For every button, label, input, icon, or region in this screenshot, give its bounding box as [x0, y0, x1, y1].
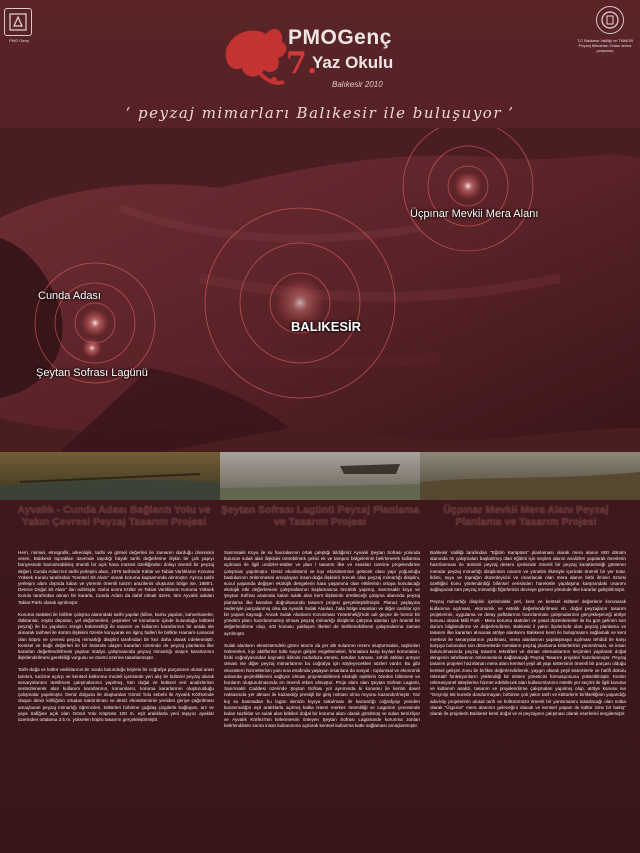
motto: ‘ peyzaj mimarları Balıkesir ile buluşuyor ’ [125, 104, 515, 122]
column-2-title: Şeytan Sofrası Lagünü Peyzaj Planlama ve Tasarım Projesi [220, 504, 420, 528]
left-logo-caption: PMO Genç [9, 38, 29, 43]
column-2-paragraph: Sulak alanların ekosistemdeki görev tanımı da yer altı sularının rezerv oluşturmaları, taşkınları önlemeleri, kıyı aktiflerine tutlu suyun girişini engellemeleri, fırtınalara karşı kıyıları korumaları, fiziki coğrafyasından kaynaklı iklimini muhafaza etmesi, tortuları tutması, zehirli atıkları arıtıyor olması ise diğer peyzaj mimarlarının bu coğrafya için söyleyecekleri sözleri vardır. Bu gibi ekosistem hizmetlerinin yanı sıra etrafında yaşayan insanlara da sosyal - toplumsal ve ekonomik anlamda geçimliliklerini sağlıyor olması projelendirilerek ekolojik eşiklerin özeden bilinmesi ve bunların oluşturulmasında en önemli etken olmuştur. Proje alanı olan Şeytan Sofrası Lagünü, Sarımsaklı Caddesi üzerinde Şeytan Sofrası yol ayrımında ki konumu ile kentin davet noktasında yer alması ile kazandığı prestijli bir giriş noktası olma mıyonu kazandırılmıştır. Yaz kış su basmadan bu lagün denizin kıyıya sokulması ile kazandığı coğrafyayı yeniden kazanmalığın eşit aralıklarla açılmış kalka istemi merkez önemliliği ve Lagünün çevresinde bulan sazlıklar ve sulak alan bitkileri doğal bir koruma alanı olarak görülmüş ve sulan temizliyor ve Ayvalık Körfezi'nin kirlenmesini önleyen Şeytan Sofrası Lagününde korunma zonları belirlendikten sonra insan kullanımına açılarak kentsel kullanma katkı sağlaması amaçlanmıştır. [224, 642, 420, 729]
column-1-paragraph: Koruma statüleri ile birlikte çalışma alanındaki tarihi yapılar (kilise, kamu yapıları, kahvehaneler, dükkanlar, zeytin depoları, yel değirmenleri, çeşmeler ve konutların içinde bulunduğu kültürel peyzaj) ile bu yapıların zengin bütünselliği ile tasarım ve kullanım kararlarının bir arada ele alınarak tarihsel ile sürüm ilişkisini özenle koruyarak en ilginç halleri ile birlikte Hamam-Lanacak olan köprü ve çevresi peyzaj mimarlığı disiplini tarafından bir kez daha olarak irdelenmiştir. Kentsel ve bağlı değerleri ile bir bütünde ulaşım kararları üzerinde de peyzaj planlama ilke kararları değerlendirilmesi yapılan stüdyo çalışmasında peyzaj mimarlığı ulaşım kararlarının ilişkilendirilmesi gerekliliği vurgusu ve önemi üzerine tasarlanmıştır. [18, 611, 214, 661]
photo-strip [0, 452, 640, 500]
column-1-text [18, 550, 214, 729]
right-logo-caption: T.C Balıkesir Valiliği ve TMMOB Peyzaj Mimarları Odası adına çalışması [576, 38, 634, 53]
label-balikesir: BALIKESİR [291, 319, 362, 334]
label-cunda: Cunda Adası [38, 290, 101, 302]
column-1-paragraph: Tarih-doğa ve kültür varlıklarının bir arada bulunduğu böylesi bir coğrafya parçasının ulusal arası tanıtım, turizme açılışı ve kentsel kalkınma modeli içerisinde yeri alış ile kültürel peyzaj olarak senaryolarının üretilmesi çalışmalarının yapılmış, tüm doğal ve kültürel veri analizlerinin sentezlenerek alan kullanım kararlarının, konumların, koruma kararlarının oluşturulduğu çalışmalar yapılmıştır. Deniz dolgusu ile oluşturulan Gönül Yolu sebebi ile Ayvalık Körfezinde oluşan deniz kirliliğinin ortadan kaldırılması ve deniz ekosisteminin yeniden geriye çağırılması amaçlanan peyzaj mimarlığı öğrencileri, kültürleri birbirine çağdaş çizgilerle bağlayan, arz ve yaya trafiğine açık olan Gönül Yolu Köprüsü 100 m. eşit aralıklarla yeni taşıyıcı ayaklar üzerinden ortalama 2.5 m. yükselen köprü tasarımı gerçekleştirmiştir. [18, 667, 214, 723]
valilik-logo [596, 6, 624, 34]
seal-icon [599, 9, 621, 31]
column-3-text [430, 550, 626, 723]
column-1-paragraph: Hem, mimari, etnografik, arkeolojik, tarihi ve görsel değerleri ile zamanın durduğu izlenimini veren, Balıkesir toprakları üzerinde taşıdığı büyük tarihi değerlerine ilişkin bir çok yapıyı bünyesinde barındırabilmiş önemli bir açık hava müzesi özelliğinden dolayı önemli bir peyzaj değeri. Cunda Adası'nın tarihi yerleşim alanı, 1976 tarihinde Kültür ve Tabiat Varlıklarını Koruma Yüksek Kurulu tarafından "Kentsel Sit Alanı" olarak koruma kapsamında alınmıştır. Ayrıca tarihi yerleşim alanı dışında kalan ve yörenin önemli turizm arazilerini oluşturan bölge ise, 1989'1. Derece Doğal Sit Alanı" ilan edilmiştir. Daha sonra Kültür ve Tabiat Varlıklarını Koruma Yüksek Kurulu tarafından alınan bir kararla, Cunda Adası da dahil olmak üzere, tüm Ayvalık adaları Tabiat Parkı olarak ayrılmıştır. [18, 550, 214, 605]
column-1-title: Ayvalık - Cunda Adası Bağlantı Yolu ve Yakın Çevresi Peyzaj Tasarım Projesi [17, 504, 211, 528]
satellite-map [0, 128, 640, 452]
column-2-text [224, 550, 420, 736]
pmo-genc-logo [4, 8, 32, 36]
event-place: Balıkesir 2010 [332, 80, 383, 89]
column-3-paragraph: Balıkesir Valiliği tarafından "Eğitim Kampüsü" planlaması olarak mera alanın 600 dönüm alanında ön çalışmaları başlatılmış olan eğitimi için seçilen alanın analizleri yapılarak önerilerin hazırlanması ile üretimli peyzaj deseni içerisinde önemli bir peyzaj karakteristiği gösteren meralar peyzaj mimarlığı disiplininin onarım ve yönetim ilkesiyle içerinde önemli bir yer tutar. İklimi, suyu ve toprağın düzenleyicisi ve onarılacak olan mera alanın birbi ilminin öznesi özelliğini konu yönlendirdiği bilimsel verisinden hareketle yapılaşma karşısındaki onarımı sağlayacak tüm peyzaj mimarlığı fiğürlerinin devreye girmesi yönünde ilke kararlar geliştirilmiştir. [430, 550, 626, 593]
event-subtitle: Yaz Okulu [312, 53, 394, 72]
pmo-emblem-icon [7, 11, 29, 33]
event-title: PMOGenç [288, 26, 392, 49]
event-number: 7. [286, 46, 318, 81]
event-logo [222, 20, 422, 100]
label-upcinar: Üçpınar Mevkii Mera Alanı [410, 208, 539, 220]
column-3-title: Üçpınar Mevkii Mera Alanı Peyzaj Planlama ve Tasarım Projesi [443, 504, 609, 528]
column-2-paragraph: Sarımsaklı Koyu ile su havzalarının ortak çalıştığı bildiğimiz Ayvalık Şeytan Sofrası yolunda bulunan sulak alan ilişkisini üretebilmek çekici ek ve tampon bölgelerinin belirlenerek kullanma açılması ile ilgili uralizler-etütler ve plan / tasarım ilke ve esasları üzerine projelendirme çalışması yapılmıştır. Deniz ekosistemi ve kıyı ekosistemine gelecek olası yapı yoğunluğu baskılarının önlenmesini amaçlayan insan-doğa ilişkisini örecek olan peyzaj mimarlığı disiplini, sucul yaşamda değişen ekolojik dengelerin kara yaşamına olan etkilerinin ortaya konulacağı ekolojik etki değerlemesi çalışmalarının başlamasına öncülük yapmış, Sarımsaklı koyu ve Şeytan Sofrası arasında kalan sulak alan kent ilişkisinin üretileceği çalışma alanında peyzaj planlama ilke kararları doğrultusunda tasarım projesi gerçekleştirilmiştir. Planuz yaşlayına nedeniyle parçalanmış olsa da Ayvalık Sulak Alanları, hala bölge insanları ve diğer canlılar için bir yaşam kaynağı. Ancak Sulak Alanların Korunması Yönetmeliği'nde adı geçse de henüz bir yönetim planı hazırlanmamış olması peyzaj mimarlığı disiplinin çalışma alanları için önemli bir değerlendirme olup, söz konusu yaklaşım ilkeleri de belirlenebilmesi çalışmalarına zaman ayrılmıştır. [224, 550, 420, 636]
column-3-paragraph: Peyzaj mimarlığı disiplini içerisindeki yeri, kent ve kentsel kültürel değerlerin korunarak kullanıma açılması, ekonomik ve estetik değerlendirilmesi vb. doğal peyzajların tasarım projelerinin, uygulama ve detay paftalarının hazırlanması çalışmalarının gerçekleşeceği atölye konusu olarak Milli Park - Mera koruma statüleri ve yasal düzenlemeler ile bu gün gelinen son durum bilgilendirme ve değerlendirme, Balıkesir il yakın ilçelerinde olan peyzaj planlama ve tasarım ilke kararları alınacak atölye alanlarını Balıkesir kenti ile buluşmasını sağlamak ve kent merkezi ile senaryolarının yazılması, mera alanlarının yapılaşmaya açılması tehdidi ile karşı karşıya bulunulan son dönemlerde meraların peyzaj planlama kriterlerinin yansıtılması, ve insan bulunulmasında peyzaj tasarım teknikleri ve donatı elemanlarının seçimleri yapılarak doğal dengenin tahribatının önlenmesinin sağlanacağı Peyzaj Tasarım projeleri hazırlanmıştır. Peyzaj tasarım projeleri hazırlanan mera alanı kentsel yeşil alt yapı sisteminin önemli bir parçası olduğu kentsel gelişim zonu ile birlikte değerlendirilerek, yaygın olarak yeşil sistemlerle ve hafifi dokulu rekreatif fonksiyonların yüklendiği bir sistem yöneticisi formasyonuna yükseltilmiştir. Kentin rekreasyonel taleplerine hizmet edebilecek alan kullanımlarının estetik yer seçimi ile ilgili koruma ve kullanım analizi, tasarım ve projelendirme çalışmaları yapılmış olup, atölye konusu ise "Geçmişi tek kurede dondurmayan, birbirine çok yakın tarih ve kültürlerin birlikteliğinin yaşandığı ada-köy projelerinin ulusal tarih ve kültürümüzü önemli bir yansımasını tasarlacağı olan notka olarak "Üçpınar" mera alanının geleceğini olacak ve kentsel yaşam ile kültür izine bir bakış" olarak ile projelerin Balıkesir kenti doğal ve el peyzajının çalışması olarak eserlerini sergilemiştir. [430, 599, 626, 717]
label-seytan: Şeytan Sofrası Lagünü [36, 367, 148, 379]
photo-collage [0, 452, 640, 500]
